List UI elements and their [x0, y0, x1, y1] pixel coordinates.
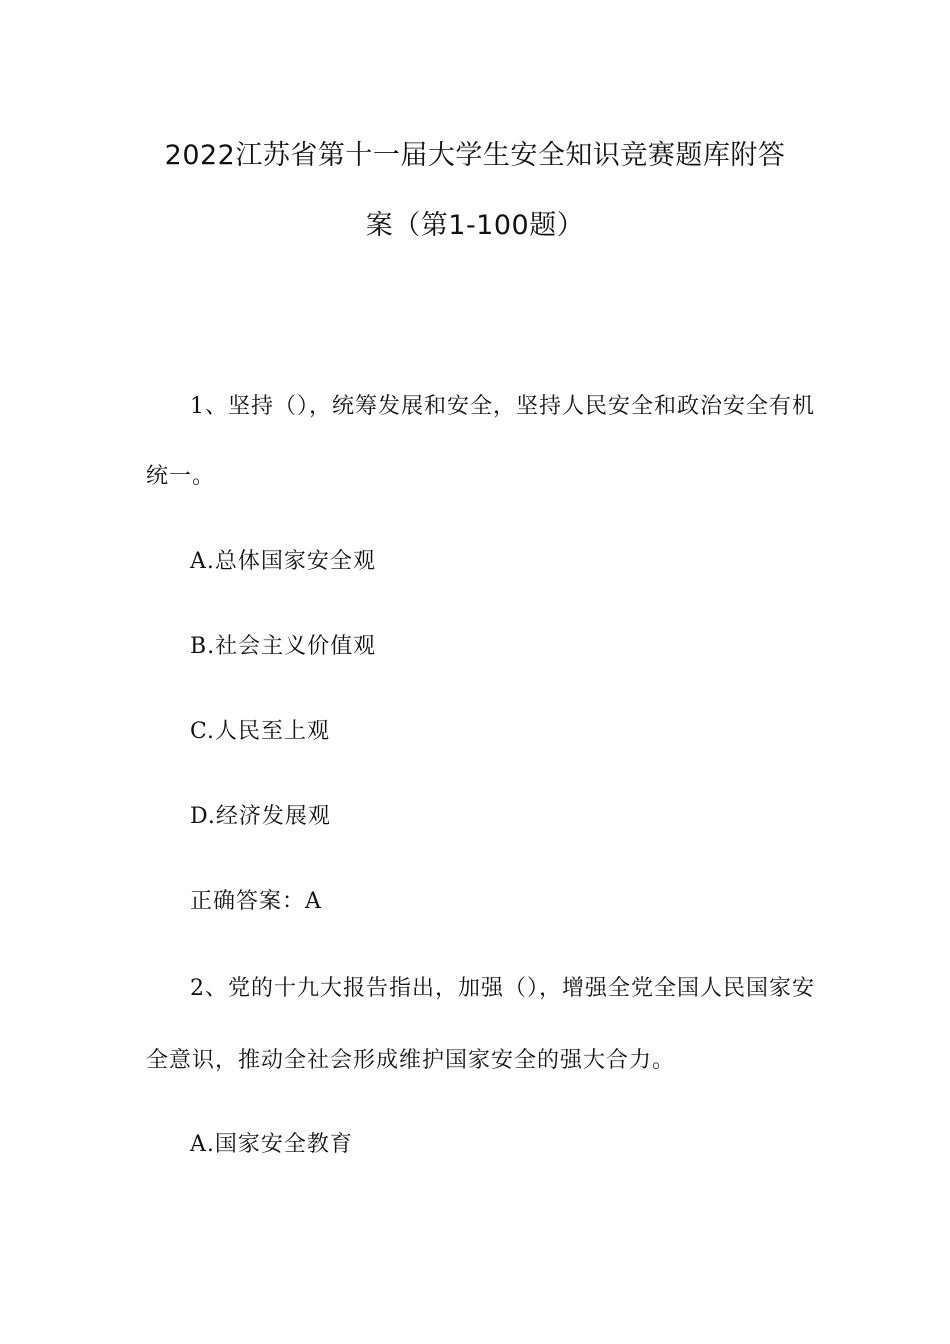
document-title-line-1: 2022江苏省第十一届大学生安全知识竞赛题库附答 — [164, 140, 786, 171]
question-2-option-a: A.国家安全教育 — [190, 1132, 353, 1157]
question-2-stem-line-1: 2、党的十九大报告指出，加强（），增强全党全国人民国家安 — [190, 976, 815, 1001]
question-1-stem-line-1: 1、坚持（），统筹发展和安全，坚持人民安全和政治安全有机 — [190, 394, 815, 419]
question-2-stem-line-2: 全意识，推动全社会形成维护国家安全的强大合力。 — [146, 1048, 676, 1073]
question-1-option-d: D.经济发展观 — [190, 804, 331, 829]
document-title-line-2: 案（第1-100题） — [365, 210, 585, 241]
question-1-answer: 正确答案：A — [190, 889, 322, 914]
question-1-stem-line-2: 统一。 — [146, 464, 216, 489]
question-1-option-a: A.总体国家安全观 — [190, 549, 376, 574]
question-1-option-b: B.社会主义价值观 — [190, 634, 377, 659]
question-1-option-c: C.人民至上观 — [190, 719, 331, 744]
